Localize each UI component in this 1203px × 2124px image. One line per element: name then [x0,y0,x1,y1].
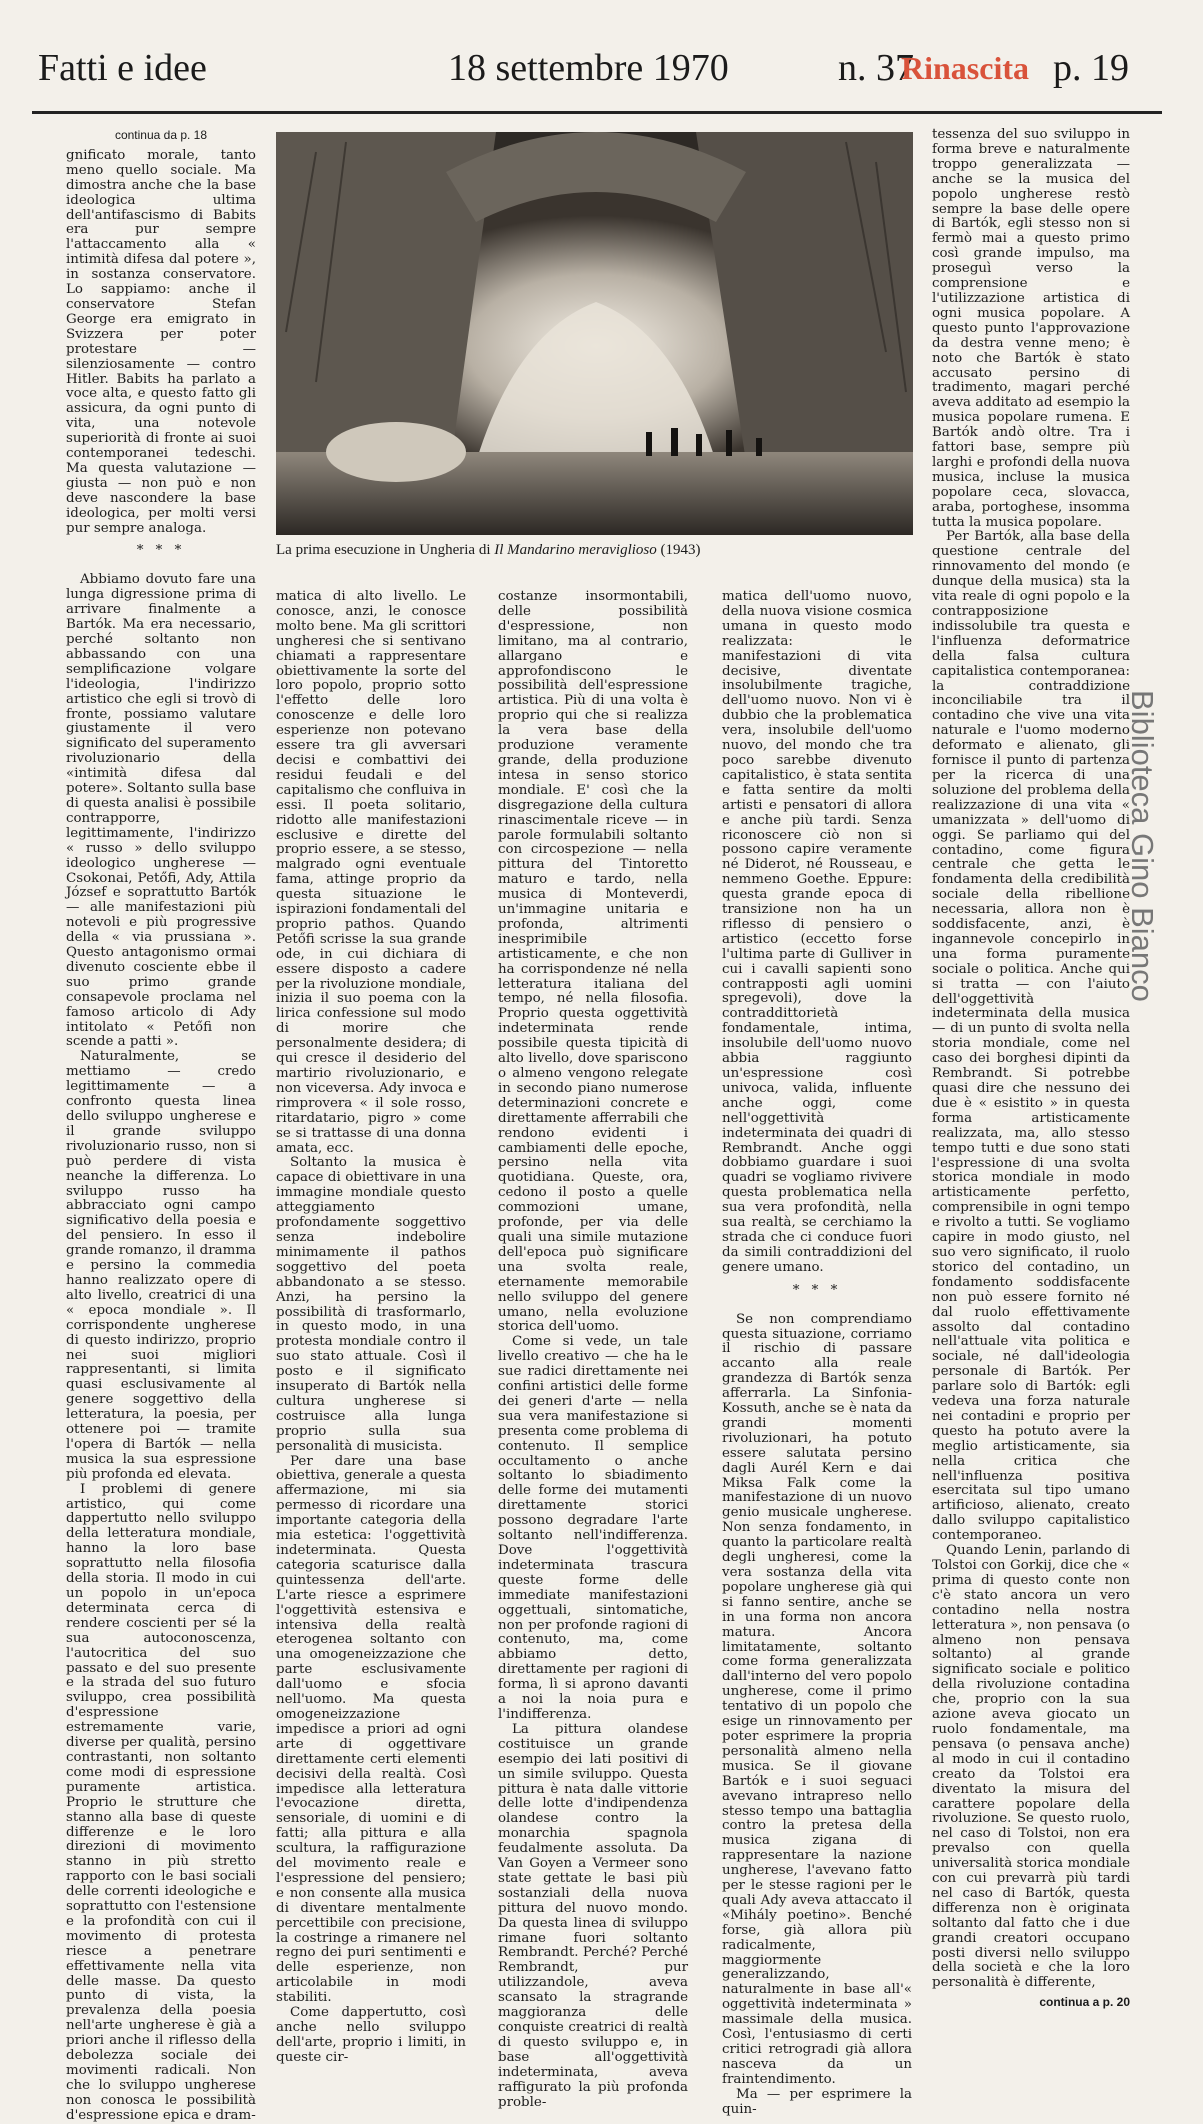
stage-scene-image [276,132,913,535]
photo-caption [276,542,913,559]
paragraph: matica di alto livello. Le conosce, anzi, le conosce molto bene. Ma gli scrittori ungheresi che si sentivano chiamati a rappresentare obiettivamente la sorte del loro popolo, proprio sotto l'effetto delle loro conoscenze e delle loro esperienze non potevano essere tra gli avversari decisi e combattivi dei residui feudali e del capitalismo che confluiva in essi. Il poeta solitario, ridotto alle manifestazioni esclusive e dirette del proprio essere, a se stesso, malgrado ogni eventuale fama, attinge proprio da questa situazione le ispirazioni fondamentali del proprio pathos. Quando Petőfi scrisse la sua grande ode, in cui dichiara di essere disposto a cadere per la rivoluzione mondiale, inizia il suo poema con la lirica confessione sul modo di morire che personalmente desidera; di qui cresce il desiderio del martirio rivoluzionario, e non viceversa. Ady invoca e rimprovera « il sole rosso, ritardatario, pigro » come se si trattasse di una donna amata, ecc. [276,589,466,1156]
section-title: Fatti e idee [38,47,207,89]
section-divider: * * * [136,543,186,559]
library-watermark: Biblioteca Gino Bianco [1125,690,1160,1002]
caption-suffix: (1943) [656,542,701,558]
header-rule [32,111,1162,114]
masthead [28,46,1168,98]
section-divider: * * * [792,1282,842,1298]
paragraph: Come dappertutto, così anche nello sviluppo dell'arte, proprio i limiti, in queste cir- [276,2005,466,2065]
paragraph: Per Bartók, alla base della questione centrale del rinnovamento del mondo (e dunque della musica) sta la vita reale di ogni popolo e la contrapposizione indissolubile tra questa e l'influenza deformatrice della falsa cultura capitalistica contemporanea: la contraddizione inconciliabile tra il contadino che vive una vita naturale e l'uomo moderno deformato e alienato, gli fornisce il punto di partenza per la ricerca di una soluzione del problema della realizzazione di una vita « umanizzata » dell'uomo di oggi. Se parliamo qui del contadino, come figura centrale che getta le fondamenta della credibilità sociale della ribellione necessaria, allora non è soddisfacente, anzi, è ingannevole concepirlo in una forma puramente sociale o politica. Anche qui si tratta — con l'aiuto dell'oggettività indeterminata della musica — di un punto di svolta nella storia mondiale, come nel caso dei borghesi dipinti da Rembrandt. Si potrebbe quasi dire che nessuno dei due è « esistito » in questa forma artisticamente realizzata, ma, allo stesso tempo tutti e due sono stati l'espressione di una svolta storica mondiale in modo artisticamente perfetto, comprensibile in ogni tempo e rivolto a tutti. Se vogliamo capire in modo giusto, nel suo vero significato, il ruolo storico del contadino, un fondamento soddisfacente non può essere fornito né dal ruolo effettivamente assolto dal contadino nell'attuale vita politica e sociale, né dall'ideologia personale di Bartók. Per parlare solo di Bartók: egli vedeva una forza naturale nei contadini e proprio per questo ha potuto avere la meglio artisticamente, sia nella critica che nell'influenza positiva esercitata sul tipo umano artificioso, alienato, creato dallo sviluppo capitalistico contemporaneo. [932,529,1130,1544]
issue-date: 18 settembre 1970 [448,47,729,89]
column-5 [932,127,1130,2010]
paragraph: costanze insormontabili, delle possibilità d'espressione, non limitano, ma al contrario, allargano e approfondiscono le possibilità dell'espressione artistica. Più di una volta è proprio qui che si realizza la vera base della produzione veramente grande, della produzione intesa in senso storico mondiale. E' così che la disgregazione della cultura rinascimentale riceve — in parole formulabili soltanto con circospezione — nella pittura del Tintoretto maturo e tardo, nella musica di Monteverdi, un'immagine unitaria e profonda, altrimenti inesprimibile artisticamente, e che non ha corrispondenze né nella letteratura italiana del tempo, né nella filosofia. Proprio questa oggettività indeterminata rende possibile questa tipicità di alto livello, dove spariscono o almeno vengono relegate in secondo piano numerose determinazioni concrete e direttamente afferrabili che rendono evidenti i cambiamenti delle epoche, persino nella vita quotidiana. Queste, ora, cedono il posto a quelle commozioni umane, profonde, per via delle quali una simile mutazione dell'epoca può significare una svolta reale, eternamente memorabile nello sviluppo del genere umano, nella evoluzione storica dell'uomo. [498,589,688,1335]
issue-number: n. 37 [838,47,914,89]
paragraph: Soltanto la musica è capace di obiettivare in una immagine mondiale questo atteggiamento profondamente soggettivo senza indebolire minimamente il pathos soggettivo del poeta abbandonato a se stesso. Anzi, ha persino la possibilità di trasformarlo, in questo modo, in una protesta mondiale contro il suo stato attuale. Così il posto e il significato insuperato di Bartók nella cultura ungherese si costruisce alla lunga proprio sulla sua personalità di musicista. [276,1155,466,1454]
paragraph: Abbiamo dovuto fare una lunga digressione prima di arrivare finalmente a Bartók. Ma era necessario, perché soltanto non abbassando con una semplificazione volgare l'ideologia, l'indirizzo artistico che egli si trovò di fronte, possiamo valutare giustamente il vero significato del superamento rivoluzionario della «intimità difesa dal potere». Soltanto sulla base di questa analisi è possibile contrapporre, legittimamente, l'indirizzo « russo » dello sviluppo ideologico ungherese — Csokonai, Petőfi, Ady, Attila József e soprattutto Bartók — alle manifestazioni più notevoli e più progressive della « via prussiana ». Questo antagonismo ormai divenuto cosciente ebbe il suo primo grande consapevole proclama nel famoso articolo di Ady intitolato « Petőfi non scende a patti ». [66,572,256,1050]
opera-photo [276,132,913,535]
paragraph: Se non comprendiamo questa situazione, corriamo il rischio di passare accanto alla reale grandezza di Bartók senza afferrarla. La Sinfonia-Kossuth, anche se è nata da grandi momenti rivoluzionari, ha potuto essere salutata persino dagli Aurél Kern e dai Miksa Falk come la manifestazione di un nuovo genio musicale ungherese. Non senza fondamento, in quanto la particolare realtà degli ungheresi, come la vera sostanza della vita popolare ungherese già qui si fanno sentire, anche se in una forma non ancora matura. Ancora limitatamente, soltanto come forma generalizzata dall'interno del vero popolo ungherese, come il primo tentativo di un popolo che esige un rinnovamento per poter esprimere la propria personalità almeno nella musica. Se il giovane Bartók e i suoi seguaci avevano intrapreso nello stesso tempo una battaglia contro la pretesa della musica zigana di rappresentare la nazione ungherese, l'avevano fatto per le stesse ragioni per le quali Ady aveva attaccato il «Mihály poetino». Benché forse, già allora più radicalmente, maggiormente generalizzando, naturalmente in base all'« oggettività indeterminata » massimale della musica. Così, l'entusiasmo di certi critici retrogradi già allora nasceva da un fraintendimento. [722,1311,912,2087]
paragraph: matica dell'uomo nuovo, della nuova visione cosmica umana in questo modo realizzata: le manifestazioni di vita decisive, diventate insolubilmente tragiche, dell'uomo nuovo. Non vi è dubbio che la problematica vera, insolubile dell'uomo nuovo, del mondo che tra poco sarebbe divenuto capitalistico, è stata sentita e fatta sentire da molti artisti e pensatori di allora e anche più tardi. Senza riconoscere ciò non si possono capire veramente né Diderot, né Rousseau, e nemmeno Goethe. Eppure: questa grande epoca di transizione non ha un riflesso di pensiero o artistico (eccetto forse l'ultima parte di Gulliver in cui i cavalli sapienti sono contrapposti agli uomini spregevoli), dove la contraddittorietà fondamentale, intima, insolubile dell'uomo nuovo abbia raggiunto un'espressione così univoca, valida, influente anche oggi, come nell'oggettività indeterminata dei quadri di Rembrandt. Anche oggi dobbiamo guardare i suoi quadri se vogliamo rivivere questa problematica nella sua vera profondità, nella sua realtà, se cerchiamo la strada che ci conduce fuori da simili contraddizioni del genere umano. [722,589,912,1275]
column-2 [276,589,466,2065]
continued-to-label: continua a p. 20 [1039,1995,1130,2010]
column-1 [66,128,256,2123]
caption-prefix: La prima esecuzione in Ungheria di [276,542,495,558]
column-4 [722,589,912,2117]
paragraph: gnificato morale, tanto meno quello sociale. Ma dimostra anche che la base ideologica ultima dell'antifascismo di Babits era pur sempre l'attaccamento alla « intimità difesa dal potere », in sostanza conservatore. Lo sappiamo: anche il conservatore Stefan George era emigrato in Svizzera per poter protestare — silenziosamente — contro Hitler. Babits ha parlato a voce alta, e questo fatto gli assicura, da ogni punto di vita, una notevole superiorità di fronte ai suoi contemporanei tedeschi. Ma questa valutazione — giusta — non può e non deve nascondere la base ideologica, per molti versi pur sempre analoga. [66,147,256,536]
page-number: p. 19 [1053,47,1129,89]
paragraph: Come si vede, un tale livello creativo — che ha le sue radici direttamente nei confini artistici delle forme dei generi d'arte — nella sua vera manifestazione si presenta come problema di contenuto. Il semplice occultamento o anche soltanto lo sbiadimento delle forme dei mutamenti direttamente storici possono degradare l'arte soltanto nell'indifferenza. Dove l'oggettività indeterminata trascura queste forme delle immediate manifestazioni oggettuali, sintomatiche, non per profonde ragioni di contenuto, ma, come abbiamo detto, direttamente per ragioni di forma, lì si aprono davanti a noi la noia pura e l'indifferenza. [498,1334,688,1722]
caption-title: Il Mandarino meraviglioso [494,542,657,558]
paragraph: tessenza del suo sviluppo in forma breve e naturalmente troppo generalizzata — anche se la musica del popolo ungherese restò sempre la base delle opere di Bartók, egli stesso non si fermò mai a questo primo così grande impulso, ma proseguì verso la comprensione e l'utilizzazione artistica di ogni musica popolare. A questo punto l'approvazione da destra venne meno; è noto che Bartók è stato accusato persino di tradimento, magari perché aveva additato ad esempio la musica popolare rumena. E Bartók andò oltre. Tra i fattori base, sempre più larghi e profondi della nuova musica, incluse la musica popolare ceca, slovacca, araba, portoghese, insomma tutta la musica popolare. [932,127,1130,530]
continued-from-label: continua da p. 18 [114,128,208,142]
paragraph: Naturalmente, se mettiamo — credo legittimamente — a confronto questa linea dello sviluppo ungherese e il grande sviluppo rivoluzionario russo, non si può perdere di vista neanche la differenza. Lo sviluppo russo ha abbracciato ogni campo significativo della poesia e del pensiero. In esso il grande romanzo, il dramma e persino la commedia hanno realizzato opere di alto livello, creatrici di una « epoca mondiale ». Il corrispondente ungherese di questo indirizzo, proprio nei suoi migliori rappresentanti, si limita quasi esclusivamente al genere soggettivo della letteratura, la poesia, per ottenere poi — tramite l'opera di Bartók — nella musica la sua espressione più profonda ed elevata. [66,1049,256,1482]
paragraph: Per dare una base obiettiva, generale a questa affermazione, mi sia permesso di ricordare una importante categoria della mia estetica: l'oggettività indeterminata. Questa categoria scaturisce dalla quintessenza dell'arte. L'arte riesce a esprimere l'oggettività estensiva e intensiva della realtà eterogenea soltanto con una omogeneizzazione che parte esclusivamente dall'uomo e sfocia nell'uomo. Ma questa omogeneizzazione impedisce a priori ad ogni arte di oggettivare direttamente certi elementi decisivi della realtà. Così impedisce alla letteratura l'evocazione diretta, sensoriale, di uomini e di fatti; alla pittura e alla scultura, la raffigurazione del movimento reale e l'espressione del pensiero; e non consente alla musica di diventare mentalmente percettibile con precisione, la costringe a rimanere nel regno dei puri sentimenti e delle esperienze, non articolabile in modi stabiliti. [276,1453,466,2006]
paragraph: La pittura olandese costituisce un grande esempio dei lati positivi di un simile sviluppo. Questa pittura è nata dalle vittorie delle lotte d'indipendenza olandese contro la monarchia spagnola feudalmente assoluta. Da Van Goyen a Vermeer sono state gettate le basi più sostanziali della nuova pittura del nuovo mondo. Da questa linea di sviluppo rimane fuori soltanto Rembrandt. Perché? Perché Rembrandt, pur utilizzandole, aveva scansato la stragrande maggioranza delle conquiste creatrici di realtà di questo sviluppo e, in base all'oggettività indeterminata, aveva raffigurato la più profonda proble- [498,1721,688,2110]
magazine-brand: Rinascita [901,50,1029,86]
paragraph: Quando Lenin, parlando di Tolstoi con Gorkij, dice che « prima di questo conte non c'è stato ancora un vero contadino nella nostra letteratura », non pensava (o almeno non pensava soltanto) al grande significato sociale e politico della rivoluzione contadina che, proprio con la sua azione aveva giocato un ruolo fondamentale, ma pensava (o pensava anche) al modo in cui il contadino creato da Tolstoi era diventato la misura del carattere popolare della rivoluzione. Se questo ruolo, nel caso di Tolstoi, non era prevalso con quella universalità storica mondiale con cui prevarrà più tardi nel caso di Bartók, questa differenza non è originata soltanto dal fatto che i due grandi creatori occupano posti diversi nello sviluppo della società e che la loro personalità è differente, [932,1543,1130,1991]
paragraph: I problemi di genere artistico, qui come dappertutto nello sviluppo della letteratura mondiale, hanno la loro base soprattutto nella filosofia della storia. Il modo in cui un popolo in un'epoca determinata cerca di rendere coscienti per sé la sua autoconoscenza, l'autocritica del suo passato e del suo presente e la strada del suo futuro sviluppo, crea possibilità d'espressione estremamente varie, diverse per qualità, persino contrastanti, non soltanto come modi di espressione puramente artistica. Proprio le strutture che stanno alla base di queste differenze e le loro direzioni di movimento stanno in più stretto rapporto con le basi sociali delle correnti ideologiche e soprattutto con l'estensione e la profondità con cui il movimento di protesta riesce a penetrare effettivamente nella vita delle masse. Da questo punto di vista, la prevalenza della poesia nell'arte ungherese è già a priori anche il riflesso della debolezza sociale dei movimenti radicali. Non che lo sviluppo ungherese non conosca le possibilità d'espressione epica e dram- [66,1481,256,2123]
paragraph: Ma — per esprimere la quin- [722,2086,912,2117]
column-3 [498,589,688,2110]
